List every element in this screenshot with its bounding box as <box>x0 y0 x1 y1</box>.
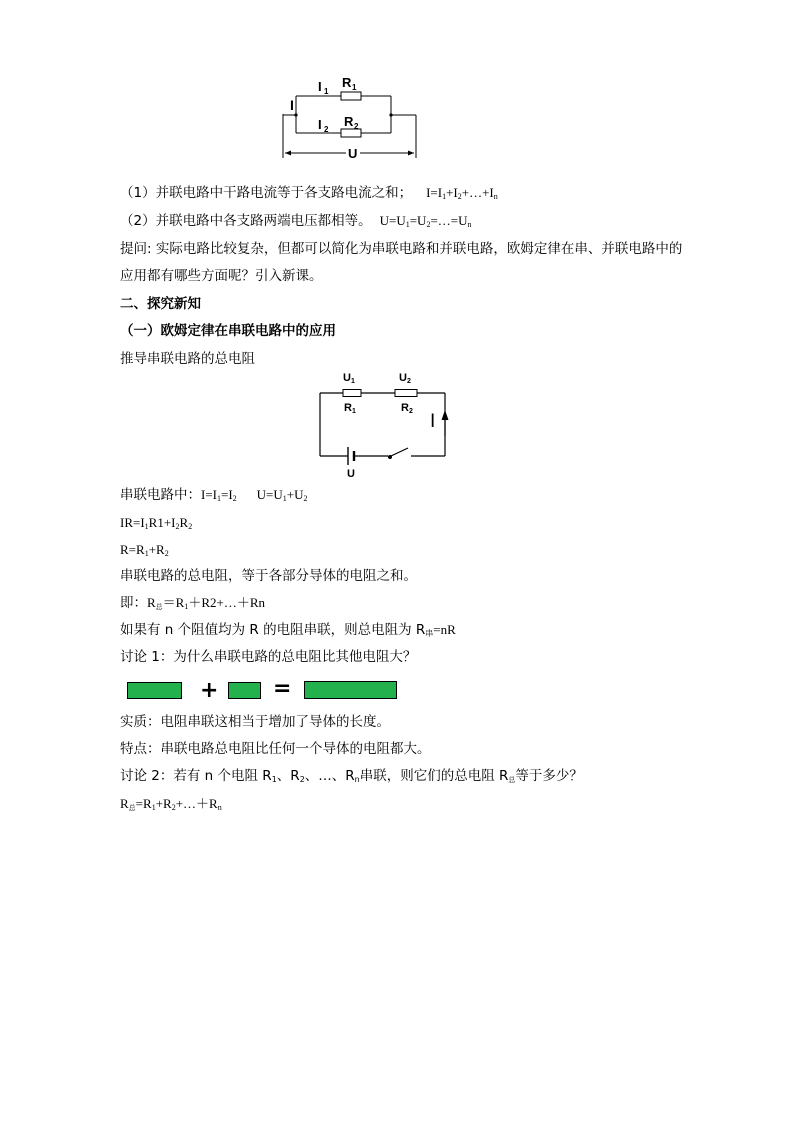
discussion-1: 讨论 1：为什么串联电路的总电阻比其他电阻大？ <box>120 649 417 665</box>
series-resistor-r2 <box>395 390 417 397</box>
series-label-R1: R <box>344 402 352 414</box>
short-conductor-block-1 <box>127 682 182 699</box>
label-I1-sub: 1 <box>324 87 329 96</box>
ohm-expansion: $IR=I_1R1+I_2R_2$ <box>120 515 193 531</box>
subsection-heading: （一）欧姆定律在串联电路中的应用 <box>120 323 336 339</box>
equals-sign: = <box>273 676 292 701</box>
essence: 实质：电阻串联这相当于增加了导体的长度。 <box>120 714 390 730</box>
label-R2-sub: 2 <box>354 122 359 131</box>
discussion-2: 讨论 2：若有 n 个电阻 $R_1$、$R_2$、…、$R_n$串联，则它们的总电阻 $R_总$等于多少？ <box>120 768 583 784</box>
label-I2: I <box>318 117 322 132</box>
section-heading: 二、探究新知 <box>120 296 201 312</box>
final-total-resistance: $R_总=R_1+R_2+\dots+R_n$ <box>120 796 222 812</box>
label-R2: R <box>344 114 354 129</box>
label-I: I <box>290 97 294 113</box>
conclusion: 串联电路的总电阻，等于各部分导体的电阻之和。 <box>120 568 417 584</box>
long-conductor-block <box>304 681 397 699</box>
series-label-U2: U <box>399 372 407 384</box>
parallel-current-rule: （1）并联电路中干路电流等于各支路电流之和； $I=I_1+I_2+\dots+I_n$ <box>120 185 498 201</box>
resistance-sum: $R=R_1+R_2$ <box>120 542 169 558</box>
series-label-I: I <box>430 411 436 432</box>
question-line-1: 提问: 实际电路比较复杂，但都可以简化为串联电路和并联电路，欧姆定律在串、并联电路中的 <box>120 241 683 257</box>
derive-title: 推导串联电路的总电阻 <box>120 351 255 367</box>
series-label-R2: R <box>401 402 409 414</box>
parallel-voltage-rule: （2）并联电路中各支路两端电压都相等。 $U=U_1=U_2=\dots=U_n$ <box>120 213 472 229</box>
series-label-R2-sub: 2 <box>409 408 413 415</box>
feature: 特点：串联电路总电阻比任何一个导体的电阻都大。 <box>120 741 431 757</box>
label-I1: I <box>318 79 322 94</box>
series-circuit-diagram <box>316 366 454 480</box>
series-label-U2-sub: 2 <box>407 378 411 385</box>
switch-lever <box>391 448 408 456</box>
series-resistor-r1 <box>343 390 361 397</box>
series-label-R1-sub: 1 <box>352 408 356 415</box>
series-relations: 串联电路中：$I=I_1=I_2$ $U=U_1+U_2$ <box>120 487 308 503</box>
label-R1: R <box>342 75 352 90</box>
series-label-U1: U <box>343 372 351 384</box>
label-I2-sub: 2 <box>324 125 329 134</box>
parallel-circuit-diagram <box>278 74 423 160</box>
short-conductor-block-2 <box>228 682 261 699</box>
series-label-U1-sub: 1 <box>351 378 355 385</box>
total-resistance-formula: 即：$R_总=R_1+R2+\dots+Rn$ <box>120 595 266 611</box>
series-label-U: U <box>347 468 355 480</box>
resistor-r1 <box>341 92 361 100</box>
plus-sign: + <box>200 678 219 703</box>
n-equal-resistors: 如果有 n 个阻值均为 R 的电阻串联，则总电阻为 $R_串=nR$ <box>120 622 456 638</box>
question-line-2: 应用都有哪些方面呢？引入新课。 <box>120 268 323 284</box>
label-U: U <box>348 146 358 160</box>
label-R1-sub: 1 <box>352 83 357 92</box>
